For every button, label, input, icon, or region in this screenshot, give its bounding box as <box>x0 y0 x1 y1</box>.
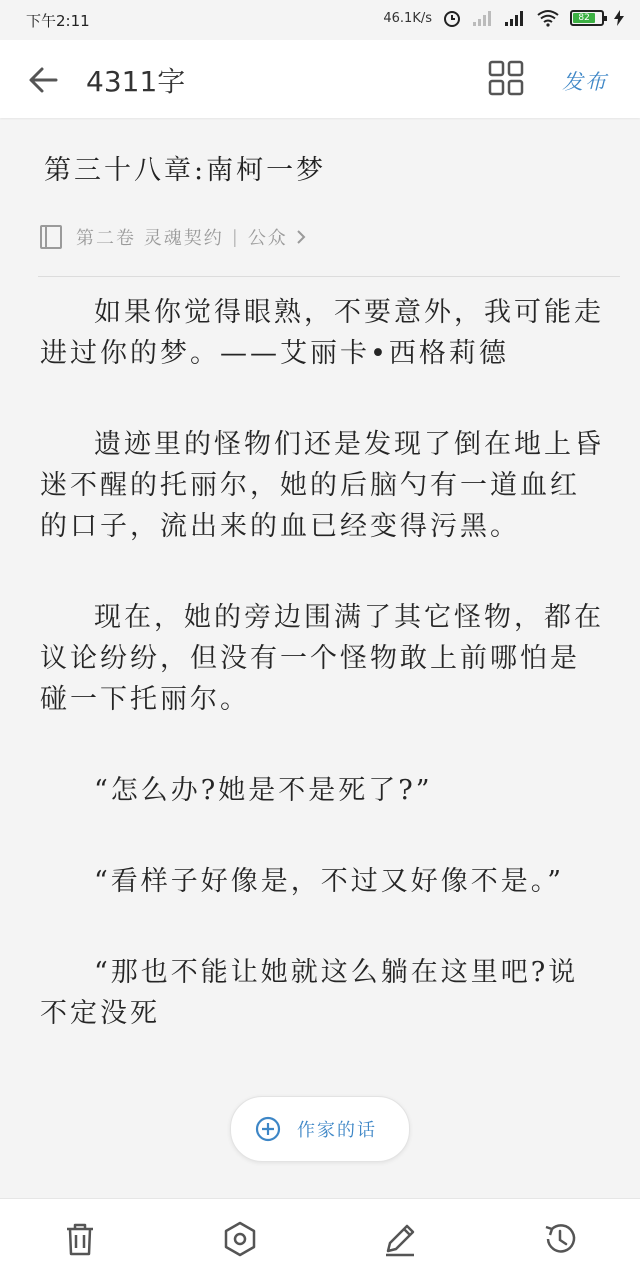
book-icon <box>38 224 64 250</box>
delete-button[interactable] <box>60 1219 100 1259</box>
network-speed: 46.1K/s <box>383 10 432 26</box>
paragraph: 现在，她的旁边围满了其它怪物，都在议论纷纷，但没有一个怪物敢上前哪怕是碰一下托丽尔。 <box>40 602 604 715</box>
status-icons <box>383 8 624 28</box>
settings-button[interactable] <box>220 1219 260 1259</box>
signal-strong-icon <box>504 9 526 27</box>
battery-level: 82 <box>573 13 595 23</box>
author-note-button[interactable] <box>230 1096 410 1162</box>
back-arrow-icon <box>24 60 64 100</box>
status-bar <box>0 0 640 40</box>
add-circle-icon <box>255 1116 281 1142</box>
paragraph: “看样子好像是，不过又好像不是。” <box>94 866 565 897</box>
back-button[interactable] <box>24 60 64 100</box>
chapter-content-editor[interactable] <box>40 292 604 1084</box>
trash-icon <box>60 1219 100 1259</box>
signal-weak-icon <box>472 9 494 27</box>
grid-icon <box>486 58 526 98</box>
history-icon <box>540 1219 580 1259</box>
battery-icon <box>570 10 604 26</box>
paragraph: “怎么办?她是不是死了?” <box>94 775 433 806</box>
visibility-label: 公众 <box>247 228 288 249</box>
chevron-right-icon <box>294 229 308 245</box>
word-count: 4311字 <box>86 65 186 98</box>
author-note-label: 作家的话 <box>297 1120 377 1141</box>
status-time: 下午2:11 <box>26 12 90 30</box>
layout-grid-button[interactable] <box>486 58 526 98</box>
wifi-icon <box>536 9 560 27</box>
paragraph: 如果你觉得眼熟，不要意外，我可能走进过你的梦。——艾丽卡•西格莉德 <box>40 297 604 369</box>
history-button[interactable] <box>540 1219 580 1259</box>
separator: | <box>231 226 240 248</box>
settings-hexagon-icon <box>220 1219 260 1259</box>
paragraph: “那也不能让她就这么躺在这里吧?说不定没死 <box>40 957 579 1029</box>
divider <box>38 276 620 277</box>
volume-name: 第二卷 灵魂契约 <box>76 228 224 249</box>
publish-button[interactable]: 发布 <box>562 70 608 94</box>
edit-button[interactable] <box>380 1219 420 1259</box>
bottom-toolbar <box>0 1198 640 1281</box>
chapter-title[interactable]: 第三十八章:南柯一梦 <box>44 155 327 186</box>
paragraph: 遗迹里的怪物们还是发现了倒在地上昏迷不醒的托丽尔，她的后脑勺有一道血红的口子，流出来的血已经变得污黑。 <box>40 429 604 542</box>
edit-pencil-icon <box>380 1219 420 1259</box>
charging-icon <box>614 10 624 26</box>
alarm-icon <box>442 8 462 28</box>
editor-header <box>0 40 640 118</box>
volume-selector[interactable] <box>38 222 308 252</box>
